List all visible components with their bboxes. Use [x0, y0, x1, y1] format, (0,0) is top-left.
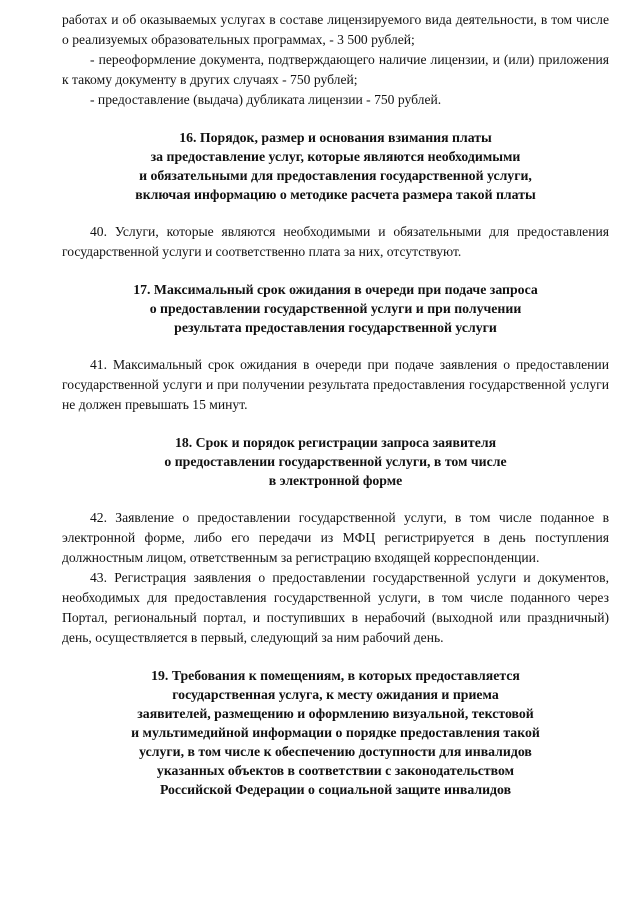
paragraph-42: 42. Заявление о предоставлении государственной услуги, в том числе поданное в электронной форме, либо его передачи из МФЦ регистрируется в день поступления должностным лицом, ответственным за регистрацию входящей корреспонденции.	[62, 510, 609, 565]
paragraph-40: 40. Услуги, которые являются необходимыми и обязательными для предоставления государственной услуги и соответственно плата за них, отсутствуют.	[62, 224, 609, 259]
paragraph-fee-reissue-continuation: работах и об оказываемых услугах в составе лицензируемого вида деятельности, в том числе о реализуемых образовательных программах, - 3 500 рублей;	[62, 12, 609, 47]
section-18-heading	[62, 433, 609, 490]
heading-line: о предоставлении государственной услуги и при получении	[149, 301, 522, 316]
heading-line: результата предоставления государственной услуги	[174, 320, 497, 335]
section-17-heading	[62, 280, 609, 337]
heading-line: Российской Федерации о социальной защите инвалидов	[159, 782, 512, 797]
section-16-heading	[62, 128, 609, 204]
heading-line: и обязательными для предоставления государственной услуги,	[139, 168, 532, 183]
spacer	[62, 110, 609, 128]
heading-line: и мультимедийной информации о порядке предоставления такой	[131, 725, 540, 740]
paragraph-43: 43. Регистрация заявления о предоставлении государственной услуги и документов, необходимых для предоставления государственной услуги, в том числе поданного через Портал, региональный портал, и поступивших в нерабочий (выходной или праздничный) день, осуществляется в первый, следующий за ним рабочий день.	[62, 570, 609, 645]
heading-line: в электронной форме	[268, 473, 403, 488]
heading-line: 18. Срок и порядок регистрации запроса заявителя	[174, 435, 497, 450]
spacer	[62, 262, 609, 280]
heading-line: о предоставлении государственной услуги, в том числе	[164, 454, 507, 469]
heading-line: за предоставление услуг, которые являются необходимыми	[150, 149, 521, 164]
paragraph-fee-duplicate: - предоставление (выдача) дубликата лицензии - 750 рублей.	[90, 92, 442, 107]
spacer	[62, 415, 609, 433]
heading-line: государственная услуга, к месту ожидания и приема	[172, 687, 499, 702]
paragraph-fee-reissue-other: - переоформление документа, подтверждающего наличие лицензии, и (или) приложения к такому документу в других случаях - 750 рублей;	[62, 52, 609, 87]
heading-line: 19. Требования к помещениям, в которых предоставляется	[151, 668, 520, 683]
spacer	[62, 648, 609, 666]
heading-line: включая информацию о методике расчета размера такой платы	[135, 187, 536, 202]
document-page	[62, 10, 609, 799]
section-19-heading	[62, 666, 609, 799]
heading-line: указанных объектов в соответствии с законодательством	[156, 763, 515, 778]
heading-line: услуги, в том числе к обеспечению доступности для инвалидов	[139, 744, 532, 759]
paragraph-41: 41. Максимальный срок ожидания в очереди при подаче заявления о предоставлении государственной услуги и при получении результата предоставления государственной услуги не должен превышать 15 минут.	[62, 357, 609, 412]
heading-line: заявителей, размещению и оформлению визуальной, текстовой	[137, 706, 534, 721]
spacer	[62, 204, 609, 222]
spacer	[62, 490, 609, 508]
heading-line: 16. Порядок, размер и основания взимания платы	[179, 130, 492, 145]
spacer	[62, 337, 609, 355]
heading-line: 17. Максимальный срок ожидания в очереди при подаче запроса	[133, 282, 538, 297]
